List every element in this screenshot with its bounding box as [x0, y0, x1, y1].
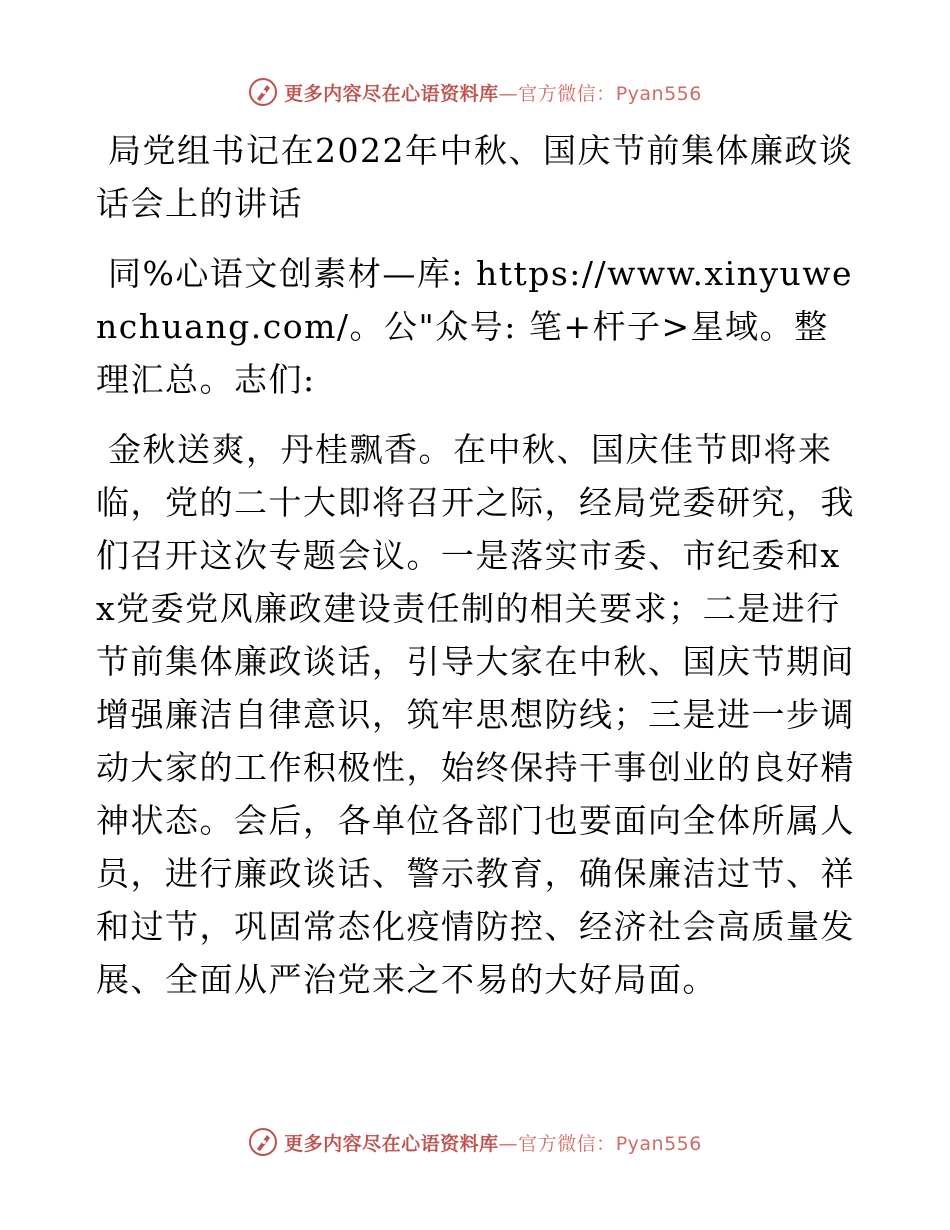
watermark-text: [284, 1129, 702, 1156]
document-page: [96, 124, 856, 1006]
watermark-banner-top: [0, 72, 950, 112]
body-paragraph: 金秋送爽，丹桂飘香。在中秋、国庆佳节即将来临，党的二十大即将召开之际，经局党委研究，我们召开这次专题会议。一是落实市委、市纪委和xx党委党风廉政建设责任制的相关要求；二是进行节前集体廉政谈话，引导大家在中秋、国庆节期间增强廉洁自律意识，筑牢思想防线；三是进一步调动大家的工作积极性，始终保持干事创业的良好精神状态。会后，各单位各部门也要面向全体所属人员，进行廉政谈话、警示教育，确保廉洁过节、祥和过节，巩固常态化疫情防控、经济社会高质量发展、全面从严治党来之不易的大好局面。: [96, 430, 855, 999]
watermark-brand: 更多内容尽在心语资料库: [284, 1132, 499, 1155]
watermark-wechat-id: Pyan556: [615, 82, 702, 105]
watermark-banner-bottom: [0, 1122, 950, 1162]
watermark-wechat-label: 官方微信：: [518, 1132, 616, 1155]
watermark-wechat-id: Pyan556: [615, 1132, 702, 1155]
source-note: 同%心语文创素材—库: https://www.xinyuwenchuang.com/。公"众号: 笔+杆子>星域。整理汇总。志们:: [96, 254, 854, 399]
pen-nib-icon: [248, 77, 278, 107]
pen-nib-icon: [248, 1127, 278, 1157]
watermark-dash: —: [498, 1132, 519, 1155]
watermark-dash: —: [498, 82, 519, 105]
watermark-text: [284, 79, 702, 106]
watermark-wechat-label: 官方微信：: [518, 82, 616, 105]
watermark-brand: 更多内容尽在心语资料库: [284, 82, 499, 105]
document-title: 局党组书记在2022年中秋、国庆节前集体廉政谈话会上的讲话: [96, 131, 854, 223]
